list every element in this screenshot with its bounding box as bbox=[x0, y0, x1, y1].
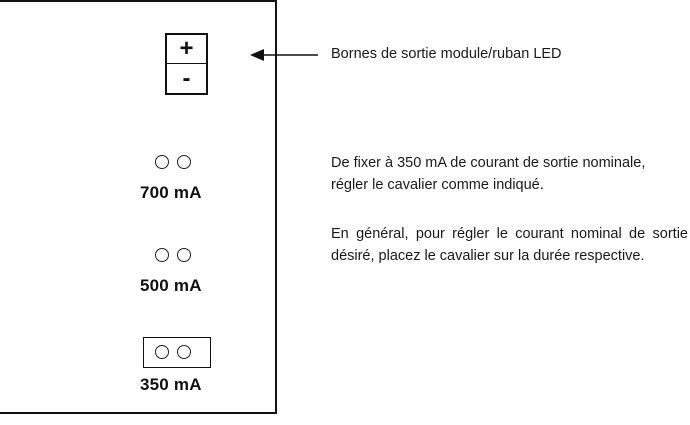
pin bbox=[177, 248, 191, 262]
current-label-500: 500 mA bbox=[140, 276, 202, 295]
pin bbox=[155, 155, 169, 169]
note-line-2: régler le cavalier comme indiqué. bbox=[331, 177, 544, 193]
pin bbox=[155, 248, 169, 262]
terminal-minus: - bbox=[182, 64, 191, 92]
arrow-icon bbox=[250, 45, 322, 65]
pin bbox=[177, 155, 191, 169]
terminal-plus: + bbox=[167, 35, 206, 64]
pin bbox=[177, 345, 191, 359]
pin bbox=[155, 345, 169, 359]
current-label-700: 700 mA bbox=[140, 183, 202, 202]
pin-pair-700 bbox=[155, 155, 191, 169]
note-paragraph-2: En général, pour régler le courant nominal de sortie désiré, placez le cavalier sur la durée respective. bbox=[331, 226, 688, 264]
driver-board-outline bbox=[0, 0, 277, 414]
output-terminals-label: Bornes de sortie module/ruban LED bbox=[331, 46, 562, 62]
pin-pair-350 bbox=[155, 345, 191, 359]
output-terminal-block bbox=[165, 33, 208, 95]
current-label-350: 350 mA bbox=[140, 375, 202, 394]
note-line-1: De fixer à 350 mA de courant de sortie nominale, bbox=[331, 155, 646, 171]
pin-pair-500 bbox=[155, 248, 191, 262]
